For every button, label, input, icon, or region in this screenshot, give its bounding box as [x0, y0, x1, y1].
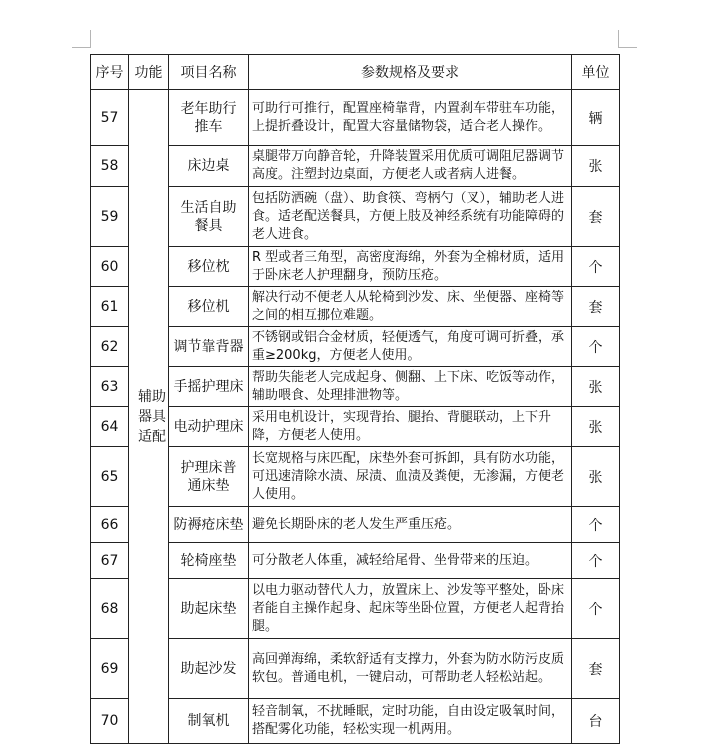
row-unit: 张	[572, 407, 620, 447]
row-no: 62	[91, 327, 129, 367]
row-spec: 可助行可推行，配置座椅靠背，内置刹车带驻车功能，上提折叠设计，配置大容量储物袋，适合老人操作。	[249, 90, 572, 146]
row-unit: 台	[572, 699, 620, 744]
margin-corner-mark	[72, 47, 90, 48]
row-no: 68	[91, 579, 129, 639]
table-row	[91, 187, 620, 247]
row-no: 58	[91, 146, 129, 187]
row-no: 64	[91, 407, 129, 447]
table-row	[91, 447, 620, 507]
table-row	[91, 327, 620, 367]
table-row	[91, 407, 620, 447]
margin-corner-mark	[90, 30, 91, 48]
row-spec: 以电力驱动替代人力，放置床上、沙发等平整处，卧床者能自主操作起身、起床等坐卧位置，方便老人起背抬腿。	[249, 579, 572, 639]
row-spec: 桌腿带万向静音轮，升降装置采用优质可调阻尼器调节高度。注塑封边桌面，方便老人或者病人进餐。	[249, 146, 572, 187]
row-name: 电动护理床	[169, 407, 249, 447]
row-spec: 解决行动不便老人从轮椅到沙发、床、坐便器、座椅等之间的相互挪位难题。	[249, 287, 572, 327]
row-name: 护理床普通床垫	[169, 447, 249, 507]
row-no: 59	[91, 187, 129, 247]
row-unit: 个	[572, 543, 620, 579]
table-row	[91, 146, 620, 187]
table-row	[91, 247, 620, 287]
table-row	[91, 579, 620, 639]
row-name: 老年助行推车	[169, 90, 249, 146]
row-no: 60	[91, 247, 129, 287]
row-name: 移位枕	[169, 247, 249, 287]
row-unit: 张	[572, 447, 620, 507]
row-spec: 帮助失能老人完成起身、侧翻、上下床、吃饭等动作，辅助喂食、处理排泄物等。	[249, 367, 572, 407]
row-name: 手摇护理床	[169, 367, 249, 407]
row-spec: 不锈钢或铝合金材质，轻便透气，角度可调可折叠，承重≥200kg，方便老人使用。	[249, 327, 572, 367]
row-name: 生活自助餐具	[169, 187, 249, 247]
table-row	[91, 699, 620, 744]
row-name: 制氧机	[169, 699, 249, 744]
table-row	[91, 543, 620, 579]
header-no: 序号	[91, 55, 129, 90]
row-name: 移位机	[169, 287, 249, 327]
row-name: 轮椅座垫	[169, 543, 249, 579]
row-spec: 包括防洒碗（盘）、助食筷、弯柄勺（叉），辅助老人进食。适老配送餐具，方便上肢及神经系统有功能障碍的老人进食。	[249, 187, 572, 247]
row-spec: 轻音制氧，不扰睡眠，定时功能，自由设定吸氧时间，搭配雾化功能，轻松实现一机两用。	[249, 699, 572, 744]
row-spec: 采用电机设计，实现背抬、腿抬、背腿联动，上下升降，方便老人使用。	[249, 407, 572, 447]
header-spec: 参数规格及要求	[249, 55, 572, 90]
table-row	[91, 90, 620, 146]
row-unit: 辆	[572, 90, 620, 146]
margin-corner-mark	[618, 30, 619, 48]
row-unit: 张	[572, 367, 620, 407]
header-name: 项目名称	[169, 55, 249, 90]
header-function: 功能	[129, 55, 169, 90]
row-spec: 避免长期卧床的老人发生严重压疮。	[249, 507, 572, 543]
row-unit: 个	[572, 507, 620, 543]
row-no: 69	[91, 639, 129, 699]
row-name: 调节靠背器	[169, 327, 249, 367]
margin-corner-mark	[619, 47, 637, 48]
table-row	[91, 507, 620, 543]
function-group-cell	[129, 90, 169, 744]
row-no: 66	[91, 507, 129, 543]
row-unit: 套	[572, 187, 620, 247]
table-row	[91, 367, 620, 407]
function-group-label: 辅助器具适配	[138, 388, 166, 445]
row-spec: 可分散老人体重，减轻给尾骨、坐骨带来的压迫。	[249, 543, 572, 579]
table-header-row	[91, 55, 620, 90]
row-no: 63	[91, 367, 129, 407]
row-unit: 套	[572, 287, 620, 327]
row-no: 57	[91, 90, 129, 146]
row-no: 70	[91, 699, 129, 744]
row-spec: 高回弹海绵，柔软舒适有支撑力，外套为防水防污皮质软包。普通电机，一键启动，可帮助老人轻松站起。	[249, 639, 572, 699]
row-no: 67	[91, 543, 129, 579]
row-name: 床边桌	[169, 146, 249, 187]
row-name: 防褥疮床垫	[169, 507, 249, 543]
row-spec: 长宽规格与床匹配，床垫外套可拆卸，具有防水功能，可迅速清除水渍、尿渍、血渍及粪便，无渗漏，方便老人使用。	[249, 447, 572, 507]
header-unit: 单位	[572, 55, 620, 90]
table-row	[91, 639, 620, 699]
row-unit: 个	[572, 247, 620, 287]
row-name: 助起床垫	[169, 579, 249, 639]
equipment-spec-table	[90, 54, 620, 744]
row-unit: 套	[572, 639, 620, 699]
row-unit: 个	[572, 327, 620, 367]
row-spec: R 型或者三角型，高密度海绵，外套为全棉材质，适用于卧床老人护理翻身，预防压疮。	[249, 247, 572, 287]
table-row	[91, 287, 620, 327]
row-name: 助起沙发	[169, 639, 249, 699]
row-unit: 个	[572, 579, 620, 639]
row-no: 61	[91, 287, 129, 327]
row-unit: 张	[572, 146, 620, 187]
row-no: 65	[91, 447, 129, 507]
